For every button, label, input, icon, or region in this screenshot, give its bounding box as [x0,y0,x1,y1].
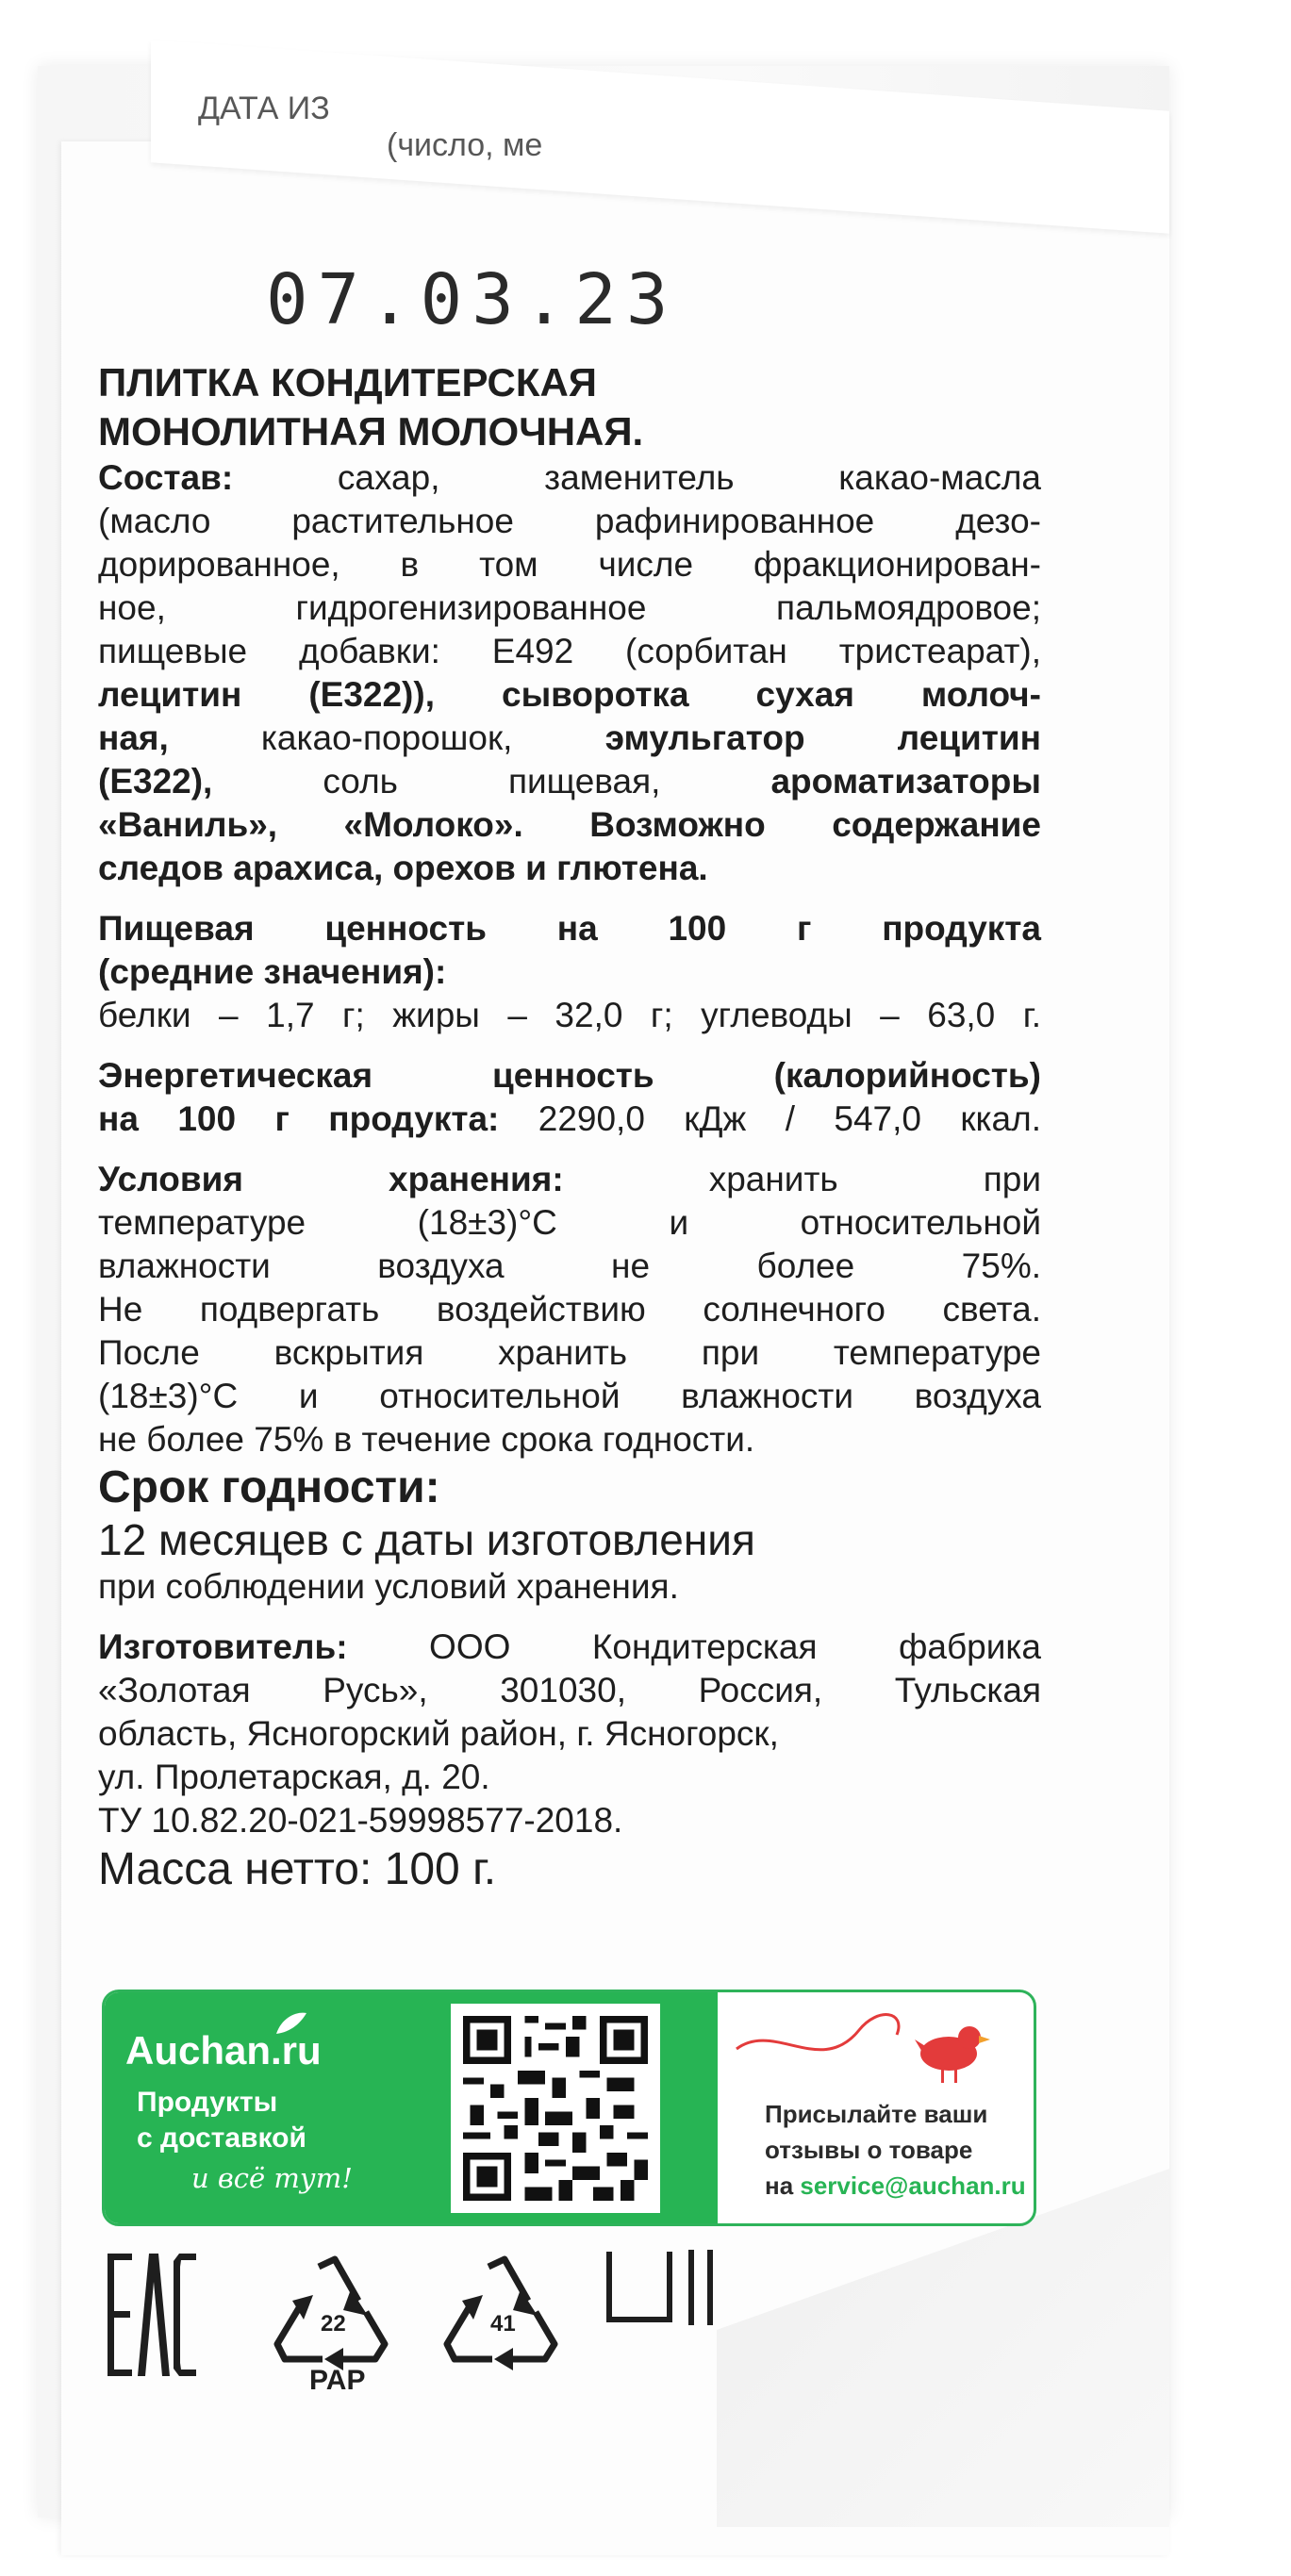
certification-marks [104,2244,1047,2433]
composition-bold-8b: ароматизаторы [770,762,1041,801]
storage-line6: (18±3)°С и относительной влажности воздуха [98,1377,1041,1415]
storage-line2: температуре (18±3)°С и относительной [98,1203,1041,1242]
nutrition-title-2: (средние значения): [98,952,447,991]
manufacturer-line3: область, Ясногорский район, г. Ясногорск, [98,1714,779,1753]
composition-label: Состав: [98,458,234,497]
brand-name: Auchan.ru [125,2028,322,2072]
feedback-email-link[interactable]: service@auchan.ru [800,2171,1026,2200]
manufacturer-line4: ул. Пролетарская, д. 20. [98,1758,490,1796]
auchan-banner [102,1990,1036,2226]
composition-bold-10: следов арахиса, орехов и глютена. [98,849,708,887]
feedback-prefix: на [765,2171,801,2200]
storage-line1 [98,1158,1041,1201]
energy-title-line1 [98,1054,1041,1098]
composition-line7 [98,717,1041,760]
spacer [98,1609,1041,1626]
banner-brand-block [105,1992,392,2223]
composition-bold-6: лецитин (Е322)), сыворотка сухая молоч- [98,675,1041,714]
nutrition-title-line1 [98,907,1041,950]
recycle-41-icon [434,2254,575,2376]
composition-text-7: какао-порошок, [168,718,605,757]
net-mass: Масса нетто: 100 г. [98,1844,497,1894]
recycle-41-code: 41 [490,2311,516,2337]
energy-title-1: Энергетическая ценность (калорийность) [98,1056,1041,1095]
composition-line1 [98,456,1041,500]
product-title-line1: ПЛИТКА КОНДИТЕРСКАЯ [98,360,597,405]
storage-label: Условия хранения: [98,1160,564,1198]
storage-line7: не более 75% в течение срока годности. [98,1420,755,1459]
eac-mark-icon [104,2244,198,2386]
label-text [98,358,1041,1897]
composition-bold-7a: ная, [98,718,169,757]
spacer [98,890,1041,907]
slogan-line1: Продукты [137,2087,278,2118]
nutrition-values: белки – 1,7 г; жиры – 32,0 г; углеводы – 63,0 г. [98,996,1041,1034]
composition-line2: (масло растительное рафинированное дезо- [98,502,1041,540]
feedback-block [718,1992,1034,2223]
composition-line5: пищевые добавки: Е492 (сорбитан тристеарат), [98,632,1041,670]
feedback-line2: отзывы о товаре [765,2136,973,2164]
nutrition-title-line2 [98,950,1041,994]
banner-slogan [137,2085,306,2156]
spacer [98,1141,1041,1158]
recycle-22-icon [264,2254,406,2376]
tech-spec: ТУ 10.82.20-021-59998577-2018. [98,1801,623,1840]
feedback-line3 [765,2168,1026,2204]
bird-logo-icon [718,1992,1029,2096]
composition-line8 [98,760,1041,803]
composition-text-8: соль пищевая, [212,762,771,801]
slogan-line3: и всё тут! [191,2162,353,2194]
qr-block [392,1992,718,2223]
slogan-line2: с доставкой [137,2122,306,2154]
manufacturer-line2: «Золотая Русь», 301030, Россия, Тульская [98,1671,1041,1709]
shelf-life-title: Срок годности: [98,1462,440,1512]
storage-line3: влажности воздуха не более 75%. [98,1247,1041,1285]
shelf-life-note: при соблюдении условий хранения. [98,1567,679,1606]
production-date-label [198,91,542,164]
composition-bold-8a: (Е322), [98,762,213,801]
food-contact-icon [604,2244,736,2357]
manufacturer-text-1: ООО Кондитерская фабрика [347,1627,1041,1666]
feedback-text [765,2096,1026,2204]
product-title-line2: МОНОЛИТНАЯ МОЛОЧНАЯ. [98,409,644,454]
storage-line5: После вскрытия хранить при температуре [98,1333,1041,1372]
nutrition-title-1: Пищевая ценность на 100 г продукта [98,909,1041,948]
recycle-22-label: PAP [309,2365,366,2396]
production-date-label-line1: ДАТА ИЗ [198,91,330,126]
shelf-life-value: 12 месяцев с даты изготовления [98,1515,755,1564]
composition-text-1: сахар, заменитель какао-масла [337,458,1041,497]
energy-title-2: на 100 г продукта: [98,1099,500,1138]
composition-bold-7b: эмульгатор лецитин [604,718,1041,757]
composition-line9 [98,803,1041,847]
recycle-22-code: 22 [321,2311,346,2337]
manufacturer-line1 [98,1626,1041,1669]
composition-line3: дорированное, в том числе фракционирован- [98,545,1041,584]
energy-line2 [98,1098,1041,1141]
storage-text-1: хранить при [708,1160,1042,1198]
date-stamp: 07.03.23 [266,259,678,340]
composition-line10 [98,847,1041,890]
composition-line6 [98,673,1041,717]
spacer [98,1037,1041,1054]
composition-line4: ное, гидрогенизированное пальмоядровое; [98,588,1041,627]
production-date-label-line2: (число, ме [387,127,543,163]
manufacturer-label: Изготовитель: [98,1627,348,1666]
energy-value: 2290,0 кДж / 547,0 ккал. [499,1099,1041,1138]
feedback-line1: Присылайте ваши [765,2100,988,2128]
storage-line4: Не подвергать воздействию солнечного света. [98,1290,1041,1329]
composition-bold-9: «Ваниль», «Молоко». Возможно содержание [98,805,1041,844]
qr-code-icon[interactable] [451,2004,660,2213]
